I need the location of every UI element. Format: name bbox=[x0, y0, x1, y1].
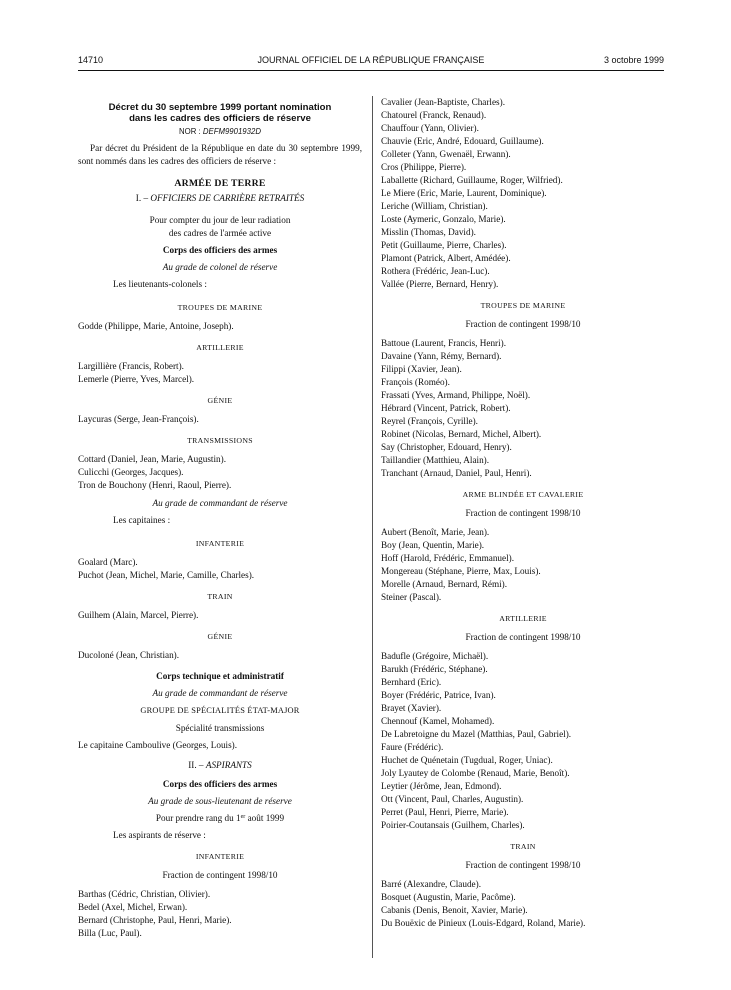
fraction-artillerie: Fraction de contingent 1998/10 bbox=[465, 632, 581, 642]
list-item: Morelle (Arnaud, Bernard, Rémi). bbox=[381, 579, 508, 589]
list-item: Leriche (William, Christian). bbox=[381, 201, 488, 211]
capitaine-line: Le capitaine Camboulive (Georges, Louis). bbox=[78, 740, 238, 750]
radiation-line1: Pour compter du jour de leur radiation bbox=[149, 215, 291, 225]
rang-prefix: Pour prendre rang du 1 bbox=[155, 813, 241, 823]
list-item: Chauffour (Yann, Olivier). bbox=[381, 123, 479, 133]
right-column bbox=[381, 96, 665, 930]
list-item: Bernhard (Eric). bbox=[381, 677, 442, 687]
list-item: Vallée (Pierre, Bernard, Henry). bbox=[381, 279, 499, 289]
branch-genie: GÉNIE bbox=[207, 396, 233, 405]
list-item: Loste (Aymeric, Gonzalo, Marie). bbox=[381, 214, 506, 224]
rang-sup: er bbox=[240, 814, 246, 820]
decree-intro: Par décret du Président de la République en date du 30 septembre 1999, sont nommés dans les cadres des officiers de réserve : bbox=[78, 143, 362, 166]
list-item: Misslin (Thomas, David). bbox=[381, 227, 476, 237]
list-item: Tron de Bouchony (Henri, Raoul, Pierre). bbox=[78, 480, 232, 490]
fraction-left: Fraction de contingent 1998/10 bbox=[162, 870, 278, 880]
corps-armes-heading-2: Corps des officiers des armes bbox=[162, 779, 278, 789]
list-item: Frassati (Yves, Armand, Philippe, Noël). bbox=[381, 390, 531, 400]
list-item: Joly Lyautey de Colombe (Renaud, Marie, Benoît). bbox=[381, 768, 570, 778]
radiation-note bbox=[78, 214, 362, 240]
train-list bbox=[78, 609, 362, 622]
list-item: Barukh (Frédéric, Stéphane). bbox=[381, 664, 488, 674]
list-item: Du Bouëxic de Pinieux (Louis-Edgard, Roland, Marie). bbox=[381, 918, 586, 928]
grade-commandant-2: Au grade de commandant de réserve bbox=[152, 688, 288, 698]
list-item: Barthas (Cédric, Christian, Olivier). bbox=[78, 889, 211, 899]
page-number: 14710 bbox=[78, 55, 104, 65]
list-item: Say (Christopher, Edouard, Henry). bbox=[381, 442, 512, 452]
list-item: Mongereau (Stéphane, Pierre, Max, Louis). bbox=[381, 566, 541, 576]
branch-genie-2: GÉNIE bbox=[207, 632, 233, 641]
transmissions-list bbox=[78, 453, 362, 492]
decree-title-line2: dans les cadres des officiers de réserve bbox=[129, 113, 311, 124]
list-item: Largillière (Francis, Robert). bbox=[78, 361, 184, 371]
list-item: Robinet (Nicolas, Bernard, Michel, Albert). bbox=[381, 429, 542, 439]
marine-list bbox=[381, 337, 665, 480]
list-item: Billa (Luc, Paul). bbox=[78, 928, 142, 938]
branch-train: TRAIN bbox=[207, 592, 233, 601]
list-item: Culicchi (Georges, Jacques). bbox=[78, 467, 184, 477]
list-item: Petit (Guillaume, Pierre, Charles). bbox=[381, 240, 507, 250]
list-item: De Labretoigne du Mazel (Matthias, Paul, Gabriel). bbox=[381, 729, 572, 739]
list-item: Cavalier (Jean-Baptiste, Charles). bbox=[381, 97, 505, 107]
branch-troupes-marine-2: TROUPES DE MARINE bbox=[480, 301, 566, 310]
list-item: Reyrel (François, Cyrille). bbox=[381, 416, 478, 426]
groupe-etat-major: GROUPE DE SPÉCIALITÉS ÉTAT-MAJOR bbox=[140, 706, 300, 715]
list-item: Bernard (Christophe, Paul, Henri, Marie). bbox=[78, 915, 232, 925]
grade-commandant: Au grade de commandant de réserve bbox=[152, 498, 288, 508]
branch-abc: ARME BLINDÉE ET CAVALERIE bbox=[462, 490, 584, 499]
list-item: Ducoloné (Jean, Christian). bbox=[78, 650, 180, 660]
list-item: Steiner (Pascal). bbox=[381, 592, 442, 602]
list-item: Tranchant (Arnaud, Daniel, Paul, Henri). bbox=[381, 468, 532, 478]
section-1-title: OFFICIERS DE CARRIÈRE RETRAITÉS bbox=[150, 193, 305, 203]
aspirants-label: Les aspirants de réserve : bbox=[113, 830, 206, 840]
list-item: Cros (Philippe, Pierre). bbox=[381, 162, 467, 172]
branch-artillerie: ARTILLERIE bbox=[196, 343, 244, 352]
section-2-heading bbox=[78, 759, 362, 772]
list-item: Leytier (Jérôme, Jean, Edmond). bbox=[381, 781, 502, 791]
artillerie-list bbox=[78, 360, 362, 386]
grade-colonel: Au grade de colonel de réserve bbox=[162, 262, 278, 272]
train2-list bbox=[381, 878, 665, 930]
issue-date: 3 octobre 1999 bbox=[603, 55, 664, 65]
journal-title: JOURNAL OFFICIEL DE LA RÉPUBLIQUE FRANÇAISE bbox=[257, 55, 485, 65]
list-item: Huchet de Quénetain (Tugdual, Roger, Uniac). bbox=[381, 755, 553, 765]
list-item: Faure (Frédéric). bbox=[381, 742, 444, 752]
specialite-label: Spécialité transmissions bbox=[175, 723, 265, 733]
genie-list bbox=[78, 413, 362, 426]
decree-title bbox=[78, 102, 362, 124]
branch-infanterie: INFANTERIE bbox=[195, 539, 245, 548]
radiation-line2: des cadres de l'armée active bbox=[168, 228, 272, 238]
rang-suffix: août 1999 bbox=[245, 813, 285, 823]
armee-heading: ARMÉE DE TERRE bbox=[174, 178, 266, 189]
lt-colonels-label: Les lieutenants-colonels : bbox=[113, 279, 207, 289]
nor-reference bbox=[78, 125, 362, 138]
artillerie2-list bbox=[381, 650, 665, 832]
list-item: Bedel (Axel, Michel, Erwan). bbox=[78, 902, 188, 912]
corps-armes-heading: Corps des officiers des armes bbox=[162, 245, 278, 255]
list-item: Laycuras (Serge, Jean-François). bbox=[78, 414, 199, 424]
list-item: Taillandier (Matthieu, Alain). bbox=[381, 455, 490, 465]
fraction-train: Fraction de contingent 1998/10 bbox=[465, 860, 581, 870]
list-item: Colleter (Yann, Gwenaël, Erwann). bbox=[381, 149, 511, 159]
list-item: Filippi (Xavier, Jean). bbox=[381, 364, 462, 374]
list-item: Brayet (Xavier). bbox=[381, 703, 442, 713]
list-item: Lemerle (Pierre, Yves, Marcel). bbox=[78, 374, 195, 384]
list-item: François (Roméo). bbox=[381, 377, 450, 387]
column-divider bbox=[372, 96, 373, 958]
branch-transmissions: TRANSMISSIONS bbox=[187, 436, 253, 445]
abc-list bbox=[381, 526, 665, 604]
right-continued-list bbox=[381, 96, 665, 291]
list-item: Hébrard (Vincent, Patrick, Robert). bbox=[381, 403, 511, 413]
list-item: Barré (Alexandre, Claude). bbox=[381, 879, 481, 889]
list-item: Goalard (Marc). bbox=[78, 557, 138, 567]
list-item: Badufle (Grégoire, Michaël). bbox=[381, 651, 489, 661]
list-item: Le Miere (Eric, Marie, Laurent, Dominique). bbox=[381, 188, 547, 198]
left-column bbox=[78, 96, 362, 940]
list-item: Aubert (Benoît, Marie, Jean). bbox=[381, 527, 490, 537]
list-item: Cabanis (Denis, Benoit, Xavier, Marie). bbox=[381, 905, 528, 915]
section-1-heading bbox=[78, 192, 362, 205]
list-item: Chennouf (Kamel, Mohamed). bbox=[381, 716, 495, 726]
list-item: Puchot (Jean, Michel, Marie, Camille, Charles). bbox=[78, 570, 255, 580]
list-item: Perret (Paul, Henri, Pierre, Marie). bbox=[381, 807, 509, 817]
list-item: Chauvie (Eric, André, Edouard, Guillaume). bbox=[381, 136, 544, 146]
list-item: Godde (Philippe, Marie, Antoine, Joseph). bbox=[78, 321, 234, 331]
list-item: Laballette (Richard, Guillaume, Roger, Wilfried). bbox=[381, 175, 563, 185]
list-item: Chatourel (Franck, Renaud). bbox=[381, 110, 487, 120]
list-item: Bosquet (Augustin, Marie, Pacôme). bbox=[381, 892, 516, 902]
infanterie-list bbox=[78, 556, 362, 582]
section-2-title: ASPIRANTS bbox=[205, 760, 252, 770]
branch-infanterie-2: INFANTERIE bbox=[195, 852, 245, 861]
page-header bbox=[78, 55, 664, 69]
grade-sous-lieutenant: Au grade de sous-lieutenant de réserve bbox=[148, 796, 292, 806]
list-item: Guilhem (Alain, Marcel, Pierre). bbox=[78, 610, 199, 620]
infanterie2-list bbox=[78, 888, 362, 940]
genie2-list bbox=[78, 649, 362, 662]
capitaines-label: Les capitaines : bbox=[113, 515, 171, 525]
corps-technique-heading: Corps technique et administratif bbox=[156, 671, 284, 681]
nor-label: NOR : bbox=[179, 127, 201, 136]
header-rule bbox=[78, 70, 664, 71]
section-2-roman: II. – bbox=[188, 760, 204, 770]
fraction-marine: Fraction de contingent 1998/10 bbox=[465, 319, 581, 329]
troupes-marine-list bbox=[78, 320, 362, 333]
list-item: Battoue (Laurent, Francis, Henri). bbox=[381, 338, 507, 348]
list-item: Davaine (Yann, Rémy, Bernard). bbox=[381, 351, 502, 361]
list-item: Hoff (Harold, Frédéric, Emmanuel). bbox=[381, 553, 515, 563]
fraction-abc: Fraction de contingent 1998/10 bbox=[465, 508, 581, 518]
branch-train-2: TRAIN bbox=[510, 842, 536, 851]
list-item: Plamont (Patrick, Albert, Amédée). bbox=[381, 253, 511, 263]
section-1-roman: I. – bbox=[135, 193, 149, 203]
list-item: Poirier-Coutansais (Guilhem, Charles). bbox=[381, 820, 525, 830]
list-item: Rothera (Frédéric, Jean-Luc). bbox=[381, 266, 490, 276]
rang-date bbox=[78, 812, 362, 825]
list-item: Cottard (Daniel, Jean, Marie, Augustin). bbox=[78, 454, 226, 464]
branch-artillerie-2: ARTILLERIE bbox=[499, 614, 547, 623]
decree-title-line1: Décret du 30 septembre 1999 portant nomination bbox=[108, 102, 332, 113]
list-item: Ott (Vincent, Paul, Charles, Augustin). bbox=[381, 794, 524, 804]
nor-code: DEFM9901932D bbox=[202, 127, 261, 136]
list-item: Boyer (Frédéric, Patrice, Ivan). bbox=[381, 690, 496, 700]
branch-troupes-marine: TROUPES DE MARINE bbox=[177, 303, 263, 312]
list-item: Boy (Jean, Quentin, Marie). bbox=[381, 540, 485, 550]
